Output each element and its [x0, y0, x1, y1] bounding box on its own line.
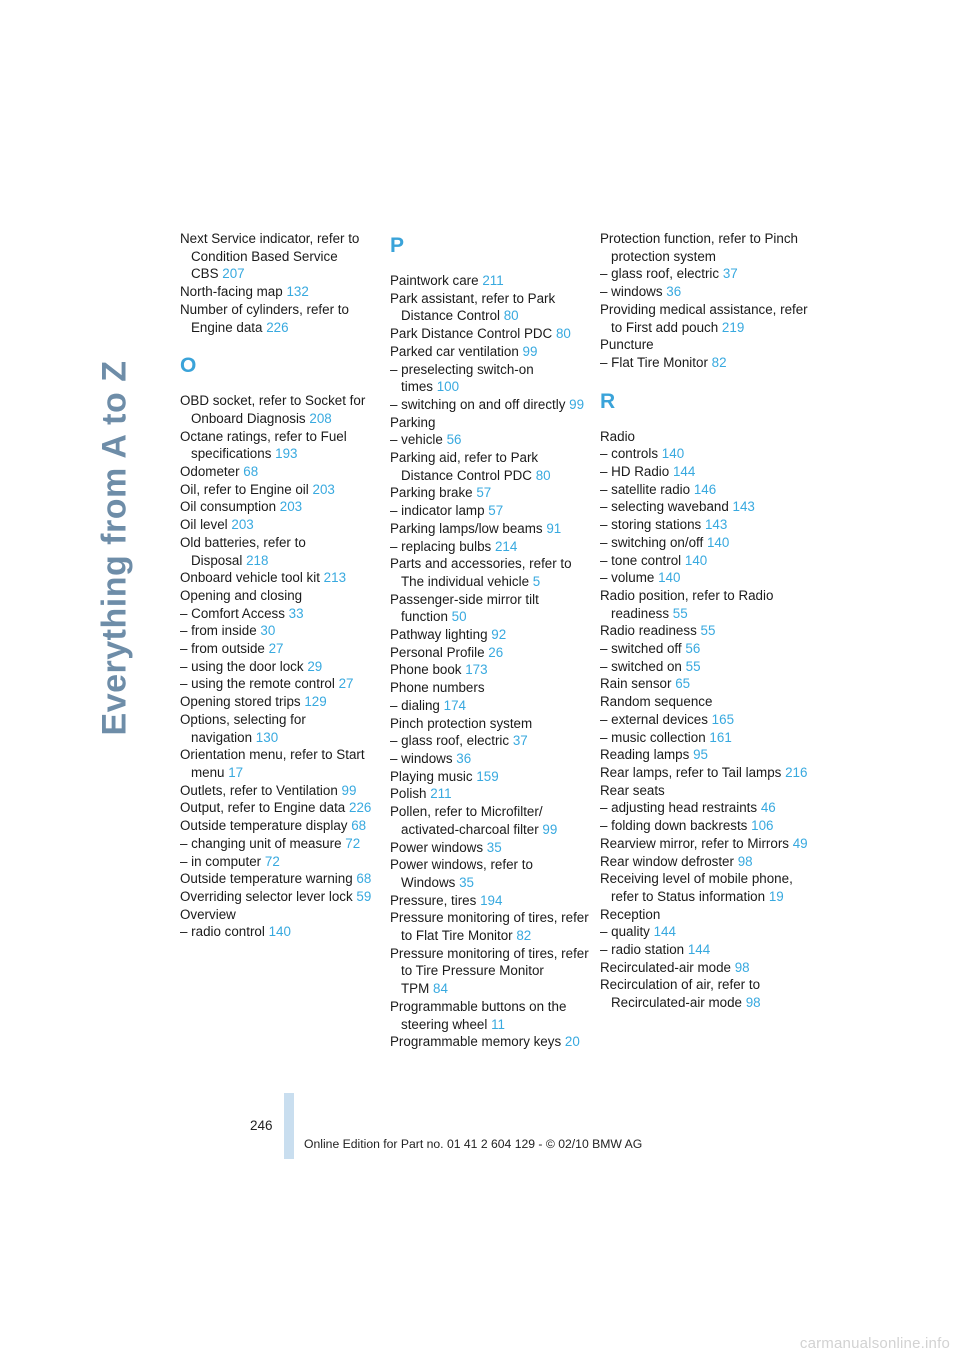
index-entry — [180, 534, 380, 569]
index-entry-text: Parking lamps/low beams — [390, 520, 543, 536]
page-reference-link[interactable]: 11 — [491, 1016, 505, 1032]
page-reference-link[interactable]: 99 — [522, 343, 538, 359]
index-entry-text: Passenger-side mirror tilt function — [390, 591, 539, 625]
index-entry — [180, 230, 380, 283]
page-reference-link[interactable]: 19 — [768, 888, 784, 904]
index-entry — [600, 569, 810, 587]
page-reference-link[interactable]: 36 — [456, 750, 472, 766]
page-reference-link[interactable]: 98 — [737, 853, 753, 869]
index-entry-text: Pinch protection system — [390, 715, 533, 731]
index-entry — [600, 587, 810, 622]
index-entry-text: Polish — [390, 786, 427, 802]
index-entry-text: – changing unit of measure — [180, 835, 342, 851]
index-entry-text: Protection function, refer to Pinch protection system — [600, 231, 798, 264]
index-entry — [600, 711, 810, 729]
index-entry — [390, 892, 590, 910]
index-entry — [180, 569, 380, 587]
index-entry — [600, 853, 810, 871]
index-entry-text: Programmable buttons on the steering wheel — [390, 998, 567, 1032]
index-entry-text: Radio readiness — [600, 623, 697, 639]
index-entry — [390, 272, 590, 290]
index-entry — [600, 265, 810, 283]
page-reference-link[interactable]: 140 — [684, 552, 708, 568]
index-entry — [390, 679, 590, 697]
index-entry-text: Random sequence — [600, 694, 713, 710]
index-entry-text: Opening stored trips — [180, 694, 301, 710]
index-entry — [600, 764, 810, 782]
page-reference-link[interactable]: 30 — [260, 623, 276, 639]
index-entry — [600, 354, 810, 372]
index-entry — [180, 870, 380, 888]
index-entry — [180, 817, 380, 835]
index-entry — [600, 658, 810, 676]
index-entry-text: Radio — [600, 428, 635, 444]
page-reference-link[interactable]: 37 — [512, 733, 528, 749]
index-entry — [180, 640, 380, 658]
index-entry — [600, 301, 810, 336]
page-reference-link[interactable]: 82 — [711, 354, 727, 370]
page-reference-link[interactable]: 35 — [459, 874, 474, 890]
index-entry — [180, 711, 380, 746]
index-entry-text: Radio position, refer to Radio readiness — [600, 587, 774, 621]
index-entry-text: Puncture — [600, 337, 654, 353]
index-entry — [600, 782, 810, 800]
page-reference-link[interactable]: 132 — [286, 284, 309, 300]
page-reference-link[interactable]: 72 — [264, 853, 280, 869]
index-entry — [180, 392, 380, 427]
index-entry — [390, 750, 590, 768]
index-entry-text: Old batteries, refer to Disposal — [180, 534, 306, 568]
page-number: 246 — [250, 1118, 273, 1133]
page-reference-link[interactable]: 56 — [446, 432, 462, 448]
index-entry-text: – windows — [390, 750, 453, 766]
index-entry-text: Outlets, refer to Ventilation — [180, 782, 338, 798]
index-entry-text: – switching on and off directly — [390, 396, 566, 412]
page-reference-link[interactable]: 213 — [323, 570, 347, 586]
index-entry-text: Rear lamps, refer to Tail lamps — [600, 764, 782, 780]
index-entry — [600, 498, 810, 516]
index-entry — [600, 622, 810, 640]
index-entry-text: Programmable memory keys — [390, 1034, 562, 1050]
index-entry — [390, 484, 590, 502]
page-reference-link[interactable]: 56 — [685, 641, 701, 657]
footer-edition-text: Online Edition for Part no. 01 41 2 604 129 - © 02/10 BMW AG — [304, 1137, 643, 1151]
index-entry-text: Overview — [180, 906, 236, 922]
index-entry-text: – music collection — [600, 729, 706, 745]
index-entry-text: Recirculation of air, refer to Recirculated-air mode — [600, 977, 761, 1011]
index-entry-text: Park assistant, refer to Park Distance Control — [390, 290, 556, 324]
index-entry — [180, 746, 380, 781]
index-entry-text: – selecting waveband — [600, 499, 729, 515]
page-reference-link[interactable]: 27 — [338, 676, 354, 692]
index-entry-text: Pollen, refer to Microfilter/ activated-charcoal filter — [390, 804, 543, 837]
index-entry-text: – external devices — [600, 711, 708, 727]
chapter-title-text: Everything from A to Z — [95, 360, 134, 736]
page-reference-link[interactable]: 174 — [443, 697, 466, 713]
index-entry — [180, 835, 380, 853]
page-reference-link[interactable]: 91 — [546, 520, 562, 536]
index-entry-text: Power windows — [390, 839, 484, 855]
index-entry — [180, 498, 380, 516]
index-entry — [390, 626, 590, 644]
page-reference-link[interactable]: 173 — [465, 662, 488, 678]
page-reference-link[interactable]: 99 — [542, 821, 558, 837]
index-entry-text: – switching on/off — [600, 534, 704, 550]
page-reference-link[interactable]: 82 — [516, 928, 532, 944]
index-entry — [180, 622, 380, 640]
page-reference-link[interactable]: 211 — [430, 786, 452, 802]
page-reference-link[interactable]: 143 — [732, 499, 755, 515]
page-reference-link[interactable]: 129 — [304, 694, 327, 710]
index-entry-text: Power windows, refer to Windows — [390, 857, 533, 890]
index-entry-text: – HD Radio — [600, 464, 670, 480]
index-entry — [600, 923, 810, 941]
index-entry — [390, 732, 590, 750]
index-entry-text: – vehicle — [390, 432, 443, 448]
index-entry-text: Outside temperature warning — [180, 871, 353, 887]
index-entry — [180, 782, 380, 800]
index-entry — [390, 785, 590, 803]
index-entry-text: Overriding selector lever lock — [180, 888, 353, 904]
page-reference-link[interactable]: 68 — [351, 818, 367, 834]
index-entry-text: Park Distance Control PDC — [390, 326, 553, 342]
page-reference-link[interactable]: 203 — [312, 481, 335, 497]
page-reference-link[interactable]: 46 — [760, 800, 776, 816]
index-column-3 — [600, 230, 810, 1012]
index-entry-text: Rear seats — [600, 782, 665, 798]
page-reference-link[interactable]: 203 — [279, 499, 303, 515]
index-entry-text: – tone control — [600, 552, 682, 568]
index-entry — [600, 552, 810, 570]
index-entry — [390, 361, 590, 396]
page-reference-link[interactable]: 84 — [433, 981, 448, 997]
page-reference-link[interactable]: 140 — [661, 446, 685, 462]
page-reference-link[interactable]: 57 — [476, 485, 492, 501]
index-entry — [180, 906, 380, 924]
index-entry-text: Opening and closing — [180, 587, 303, 603]
index-entry — [390, 414, 590, 432]
page-reference-link[interactable]: 65 — [675, 676, 691, 692]
index-entry-text: – preselecting switch-on times — [390, 361, 534, 395]
page-reference-link[interactable]: 130 — [255, 729, 279, 745]
index-entry-text: Outside temperature display — [180, 818, 348, 834]
page-reference-link[interactable]: 159 — [476, 768, 499, 784]
page-reference-link[interactable]: 55 — [685, 658, 701, 674]
index-entry — [390, 839, 590, 857]
index-entry — [600, 799, 810, 817]
page-reference-link[interactable]: 37 — [722, 266, 738, 282]
index-entry-text: Phone numbers — [390, 680, 485, 696]
page-reference-link[interactable]: 57 — [488, 503, 504, 519]
index-entry-text: Parking brake — [390, 485, 473, 501]
index-entry-text: Paintwork care — [390, 273, 479, 288]
index-entry — [390, 697, 590, 715]
page-reference-link[interactable]: 207 — [222, 266, 245, 282]
index-entry-text: – dialing — [390, 697, 440, 713]
index-entry — [390, 449, 590, 484]
index-entry-text: Phone book — [390, 662, 462, 678]
index-entry — [180, 605, 380, 623]
index-entry — [180, 675, 380, 693]
index-entry — [390, 768, 590, 786]
page-reference-link[interactable]: 193 — [275, 446, 298, 462]
index-entry — [180, 799, 380, 817]
index-entry-text: – radio control — [180, 924, 265, 940]
index-entry-text: – in computer — [180, 853, 262, 869]
index-entry-text: – Flat Tire Monitor — [600, 354, 708, 370]
index-entry — [390, 520, 590, 538]
index-entry — [600, 481, 810, 499]
page-reference-link[interactable]: 50 — [451, 609, 467, 625]
index-entry-text: – glass roof, electric — [600, 266, 720, 282]
page-reference-link[interactable]: 98 — [734, 959, 750, 975]
index-entry — [390, 803, 590, 838]
index-entry — [390, 856, 590, 891]
index-entry — [600, 640, 810, 658]
page-reference-link[interactable]: 100 — [436, 379, 460, 395]
page-reference-link[interactable]: 226 — [349, 800, 372, 816]
index-entry-text: – indicator lamp — [390, 503, 485, 519]
page-reference-link[interactable]: 226 — [266, 319, 289, 335]
index-entry — [600, 336, 810, 354]
index-entry-text: Onboard vehicle tool kit — [180, 570, 320, 586]
page-reference-link[interactable]: 33 — [288, 605, 304, 621]
index-entry — [180, 658, 380, 676]
index-entry-text: – switched off — [600, 641, 682, 657]
index-entry — [600, 976, 810, 1011]
index-entry-text: Pressure monitoring of tires, refer to Tire Pressure Monitor TPM — [390, 945, 589, 997]
index-entry — [390, 431, 590, 449]
index-entry-text: Recirculated-air mode — [600, 959, 731, 975]
index-entry-text: Next Service indicator, refer to Condition Based Service CBS — [180, 231, 360, 282]
page-reference-link[interactable]: 68 — [356, 871, 372, 887]
index-entry — [390, 998, 590, 1033]
index-entry-text: Playing music — [390, 768, 473, 784]
page-reference-link[interactable]: 106 — [751, 818, 774, 834]
page-reference-link[interactable]: 68 — [243, 464, 259, 480]
index-entry-text: – replacing bulbs — [390, 538, 492, 554]
index-entry-text: Oil level — [180, 517, 228, 533]
index-entry — [180, 463, 380, 481]
index-entry — [600, 516, 810, 534]
index-entry-text: Options, selecting for navigation — [180, 711, 306, 745]
index-entry-text: – using the remote control — [180, 676, 335, 692]
page-reference-link[interactable]: 165 — [711, 711, 735, 727]
index-entry-text: Odometer — [180, 464, 240, 480]
footer-accent-bar — [284, 1093, 294, 1159]
page-reference-link[interactable]: 27 — [268, 641, 284, 657]
index-entry — [600, 463, 810, 481]
watermark: carmanualsonline.info — [799, 1335, 950, 1352]
index-entry — [390, 343, 590, 361]
index-entry-text: Reading lamps — [600, 747, 690, 763]
index-entry-text: – storing stations — [600, 517, 702, 533]
index-entry — [180, 516, 380, 534]
page-reference-link[interactable]: 99 — [341, 782, 357, 798]
index-entry-text: Personal Profile — [390, 644, 485, 660]
index-entry-text: Output, refer to Engine data — [180, 800, 346, 816]
index-entry — [180, 587, 380, 605]
page-reference-link[interactable]: 95 — [693, 747, 708, 763]
index-entry-text: – Comfort Access — [180, 605, 285, 621]
page-reference-link[interactable]: 26 — [488, 644, 504, 660]
index-entry — [180, 693, 380, 711]
index-entry — [600, 870, 810, 905]
index-entry — [600, 906, 810, 924]
page-reference-link[interactable]: 146 — [693, 481, 717, 497]
page-reference-link[interactable]: 218 — [246, 552, 269, 568]
index-entry — [600, 230, 810, 265]
index-entry — [180, 923, 380, 941]
index-letter-heading: P — [390, 234, 405, 257]
index-entry-text: – from inside — [180, 623, 257, 639]
page-reference-link[interactable]: 143 — [704, 517, 728, 533]
page-reference-link[interactable]: 219 — [721, 319, 745, 335]
index-entry-text: Rear window defroster — [600, 853, 734, 869]
page-reference-link[interactable]: 161 — [709, 729, 732, 745]
index-entry — [600, 941, 810, 959]
index-entry — [600, 817, 810, 835]
page-reference-link[interactable]: 5 — [532, 573, 541, 589]
page-reference-link[interactable]: 72 — [345, 835, 361, 851]
index-entry-text: – glass roof, electric — [390, 733, 510, 749]
index-entry — [390, 661, 590, 679]
index-entry-text: Rearview mirror, refer to Mirrors — [600, 835, 789, 851]
index-entry — [390, 502, 590, 520]
index-entry-text: – from outside — [180, 641, 265, 657]
index-entry — [600, 534, 810, 552]
index-entry-text: Parking — [390, 414, 436, 430]
index-entry — [390, 538, 590, 556]
page-reference-link[interactable]: 208 — [309, 410, 332, 426]
index-entry — [600, 283, 810, 301]
page-reference-link[interactable]: 29 — [307, 658, 323, 674]
index-entry-text: Receiving level of mobile phone, refer to Status information — [600, 871, 793, 904]
index-entry-text: – switched on — [600, 658, 682, 674]
index-entry — [600, 835, 810, 853]
index-entry-text: – satellite radio — [600, 481, 691, 497]
index-entry — [600, 959, 810, 977]
index-entry — [180, 481, 380, 499]
index-entry — [180, 428, 380, 463]
page-reference-link[interactable]: 92 — [491, 627, 507, 643]
page-reference-link[interactable]: 144 — [687, 942, 711, 958]
index-letter-heading: R — [600, 389, 616, 413]
page-reference-link[interactable]: 17 — [228, 764, 244, 780]
index-entry — [600, 445, 810, 463]
index-entry — [390, 555, 590, 590]
index-entry-text: Oil, refer to Engine oil — [180, 481, 309, 497]
index-entry — [390, 1033, 590, 1051]
page-reference-link[interactable]: 203 — [231, 517, 254, 533]
page-reference-link[interactable]: 140 — [706, 534, 730, 550]
index-entry-text: Pressure, tires — [390, 892, 477, 908]
index-entry-text: – radio station — [600, 942, 685, 958]
index-entry-text: Rain sensor — [600, 676, 672, 692]
page-reference-link[interactable]: 36 — [666, 284, 682, 300]
index-entry-text: Reception — [600, 906, 661, 922]
page-reference-link[interactable]: 49 — [792, 835, 808, 851]
index-entry-text: Number of cylinders, refer to Engine data — [180, 301, 349, 335]
index-entry-text: – adjusting head restraints — [600, 800, 758, 816]
index-entry-text: Pathway lighting — [390, 627, 488, 643]
index-entry — [390, 325, 590, 343]
index-column-1 — [180, 230, 380, 941]
index-entry — [600, 693, 810, 711]
index-entry — [600, 675, 810, 693]
index-entry-text: – controls — [600, 446, 659, 462]
page-reference-link[interactable]: 144 — [672, 464, 696, 480]
page-reference-link[interactable]: 194 — [480, 892, 503, 908]
page-reference-link[interactable]: 140 — [268, 924, 291, 940]
index-entry — [390, 909, 590, 944]
index-entry — [390, 396, 590, 414]
index-entry-text: Parked car ventilation — [390, 343, 519, 359]
index-entry — [390, 591, 590, 626]
index-entry-text: OBD socket, refer to Socket for Onboard Diagnosis — [180, 393, 366, 426]
page-reference-link[interactable]: 59 — [356, 888, 372, 904]
page-reference-link[interactable]: 144 — [653, 924, 676, 940]
page-reference-link[interactable]: 80 — [503, 308, 519, 324]
index-entry — [180, 888, 380, 906]
index-entry-text: Parts and accessories, refer to The individual vehicle — [390, 556, 572, 589]
page-reference-link[interactable]: 98 — [745, 995, 761, 1011]
index-entry — [390, 644, 590, 662]
index-entry — [600, 729, 810, 747]
page-reference-link[interactable]: 80 — [555, 326, 571, 342]
index-entry-text: Orientation menu, refer to Start menu — [180, 747, 365, 780]
page-reference-link[interactable]: 55 — [672, 605, 688, 621]
index-entry-text: – folding down backrests — [600, 818, 748, 834]
page-reference-link[interactable]: 80 — [535, 467, 551, 483]
page-reference-link[interactable]: 99 — [569, 396, 585, 412]
index-column-2 — [390, 230, 590, 1051]
index-entry — [390, 715, 590, 733]
index-entry-text: – volume — [600, 570, 655, 586]
page-reference-link[interactable]: 35 — [486, 839, 502, 855]
page-reference-link[interactable]: 140 — [658, 570, 681, 586]
page-reference-link[interactable]: 55 — [700, 623, 716, 639]
index-entry-text: – quality — [600, 924, 650, 940]
index-entry-text: Octane ratings, refer to Fuel specifications — [180, 428, 347, 462]
page-reference-link[interactable]: 216 — [785, 764, 808, 780]
index-entry — [180, 301, 380, 336]
index-entry — [180, 853, 380, 871]
index-letter-heading: O — [180, 354, 197, 378]
page-reference-link[interactable]: 211 — [482, 273, 504, 288]
index-entry-text: Parking aid, refer to Park Distance Control PDC — [390, 450, 539, 483]
index-entry — [600, 428, 810, 446]
index-entry-text: North-facing map — [180, 284, 283, 300]
index-entry-text: Providing medical assistance, refer to First add pouch — [600, 301, 808, 335]
index-entry-text: – windows — [600, 284, 663, 300]
index-entry — [390, 290, 590, 325]
index-entry — [180, 283, 380, 301]
index-entry — [600, 746, 810, 764]
page-reference-link[interactable]: 214 — [494, 538, 518, 554]
index-entry-text: Oil consumption — [180, 499, 277, 515]
index-entry — [390, 945, 590, 998]
index-entry-text: – using the door lock — [180, 658, 304, 674]
index-entry-text: Pressure monitoring of tires, refer to Flat Tire Monitor — [390, 910, 589, 944]
page-reference-link[interactable]: 20 — [564, 1034, 580, 1050]
